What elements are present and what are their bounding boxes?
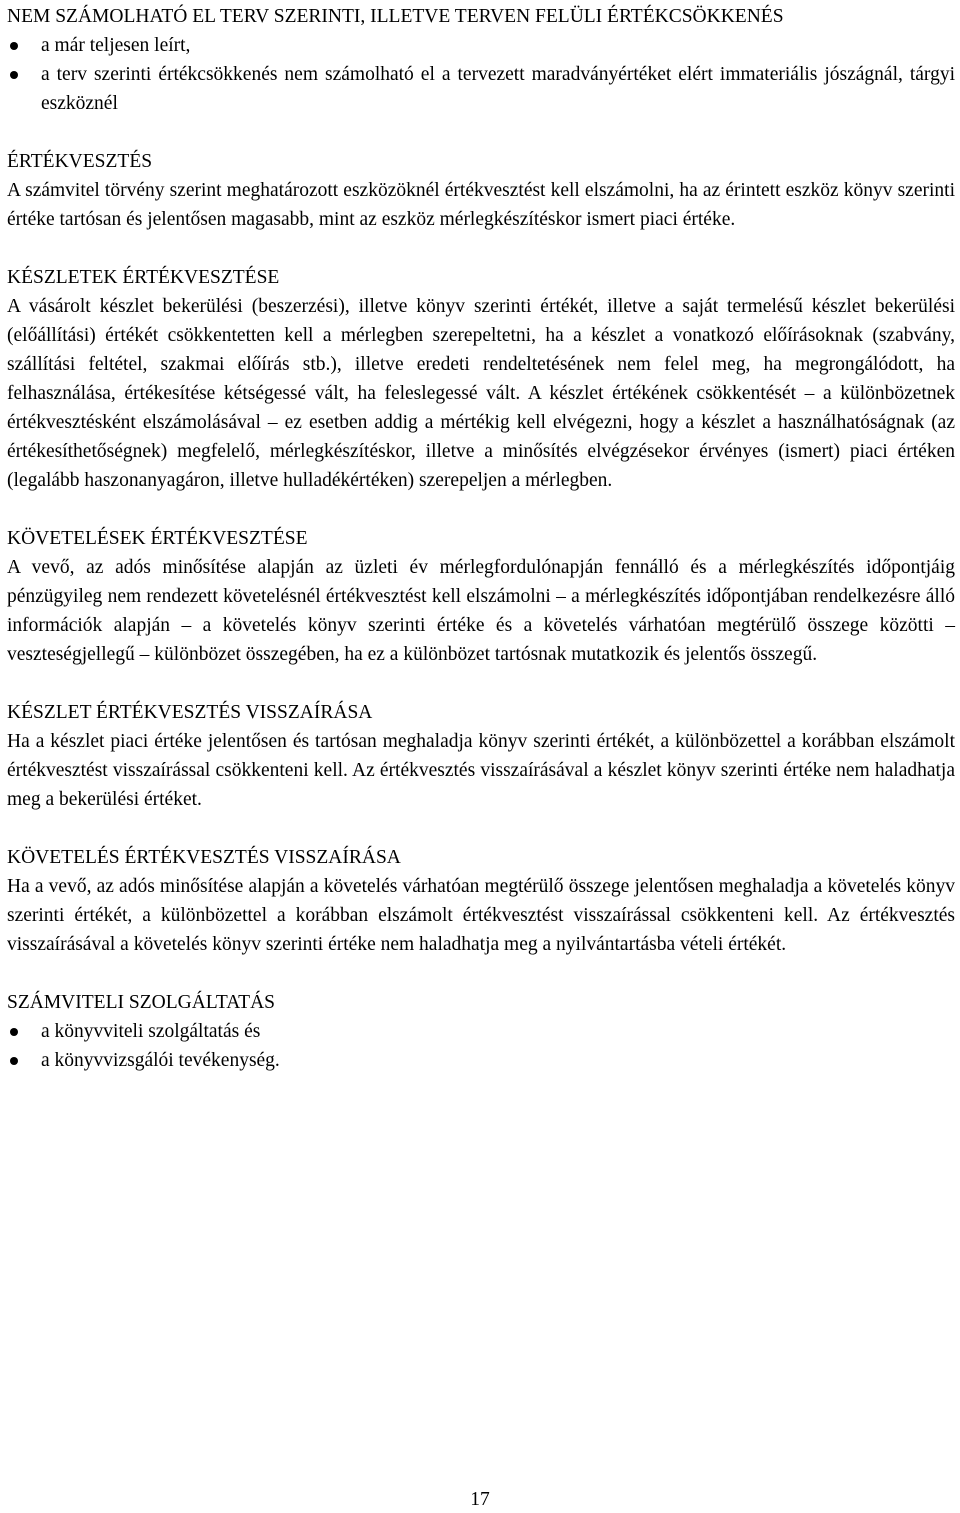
bullet-icon <box>10 1057 18 1065</box>
section-keszlet-visszairas <box>7 698 955 814</box>
bullet-list <box>7 31 955 118</box>
section-kovetelesek-ertekvesztese <box>7 524 955 669</box>
section-paragraph: Ha a készlet piaci értéke jelentősen és tartósan meghaladja könyv szerinti értékét, a különbözettel a korábban elszámolt értékvesztést visszaírással csökkenteni kell. Az értékvesztés visszaírásával a készlet könyv szerinti értéke nem haladhatja meg a bekerülési értéket. <box>7 731 955 810</box>
section-nem-szamolhato <box>7 2 955 118</box>
section-koveteles-visszairas <box>7 843 955 959</box>
bullet-icon <box>10 42 18 50</box>
list-item <box>7 31 955 60</box>
section-paragraph: A számvitel törvény szerint meghatározott eszközöknél értékvesztést kell elszámolni, ha az érintett eszköz könyv szerinti értéke tartósan és jelentősen magasabb, mint az eszköz mérlegkészítéskor ismert piaci értéke. <box>7 180 955 230</box>
list-item <box>7 60 955 118</box>
list-item-text: a terv szerinti értékcsökkenés nem számolható el a tervezett maradványértéket elért immateriális jószágnál, tárgyi eszköznél <box>41 64 955 114</box>
section-heading: KÉSZLET ÉRTÉKVESZTÉS VISSZAÍRÁSA <box>7 702 373 723</box>
section-heading: NEM SZÁMOLHATÓ EL TERV SZERINTI, ILLETVE TERVEN FELÜLI ÉRTÉKCSÖKKENÉS <box>7 6 784 27</box>
list-item-text: a könyvviteli szolgáltatás és <box>41 1021 261 1042</box>
document-page <box>7 2 955 1075</box>
list-item <box>7 1046 955 1075</box>
section-heading: KÉSZLETEK ÉRTÉKVESZTÉSE <box>7 267 280 288</box>
section-keszletek-ertekvesztese <box>7 263 955 495</box>
list-item <box>7 1017 955 1046</box>
bullet-icon <box>10 71 18 79</box>
section-heading: SZÁMVITELI SZOLGÁLTATÁS <box>7 992 276 1013</box>
list-item-text: a könyvvizsgálói tevékenység. <box>41 1050 280 1071</box>
section-ertekvesztes <box>7 147 955 234</box>
section-heading: KÖVETELÉSEK ÉRTÉKVESZTÉSE <box>7 528 308 549</box>
bullet-list <box>7 1017 955 1075</box>
section-paragraph: A vásárolt készlet bekerülési (beszerzési), illetve könyv szerinti értékét, illetve a saját termelésű készlet bekerülési (előállítási) értékét csökkentetten kell a mérlegben szerepeltetni, ha a készlet a vonatkozó előírásoknak (szabvány, szállítási feltétel, szakmai előírás stb.), illetve eredeti rendeltetésének nem felel meg, ha megrongálódott, ha felhasználása, értékesítése kétségessé vált, ha feleslegessé vált. A készlet értékének csökkentését – a különbözetnek értékvesztésként elszámolásával – ez esetben addig a mértékig kell elvégezni, hogy a készlet a használhatóságnak (az értékesíthetőségnek) megfelelő, mérlegkészítéskor, illetve a minősítés elvégzésekor érvényes (ismert) piaci értéken (legalább haszonanyagáron, illetve hulladékértéken) szerepeljen a mérlegben. <box>7 296 955 491</box>
list-item-text: a már teljesen leírt, <box>41 35 191 56</box>
section-heading: ÉRTÉKVESZTÉS <box>7 151 153 172</box>
bullet-icon <box>10 1028 18 1036</box>
section-szamviteli-szolgaltatas <box>7 988 955 1075</box>
page-number: 17 <box>470 1489 490 1510</box>
section-paragraph: A vevő, az adós minősítése alapján az üzleti év mérlegfordulónapján fennálló és a mérlegkészítés időpontjáig pénzügyileg nem rendezett követelésnél értékvesztést kell elszámolni – a mérlegkészítés időpontjában rendelkezésre álló információk alapján – a követelés könyv szerinti értéke és a követelés várhatóan megtérülő összege közötti – veszteségjellegű – különbözet összegében, ha ez a különbözet tartósnak mutatkozik és jelentős összegű. <box>7 557 955 665</box>
section-heading: KÖVETELÉS ÉRTÉKVESZTÉS VISSZAÍRÁSA <box>7 847 401 868</box>
section-paragraph: Ha a vevő, az adós minősítése alapján a követelés várhatóan megtérülő összege jelentősen meghaladja a követelés könyv szerinti értékét, a különbözettel a korábban elszámolt értékvesztést visszaírással csökkenteni kell. Az értékvesztés visszaírásával a követelés könyv szerinti értéke nem haladhatja meg a nyilvántartásba vételi értékét. <box>7 876 955 955</box>
